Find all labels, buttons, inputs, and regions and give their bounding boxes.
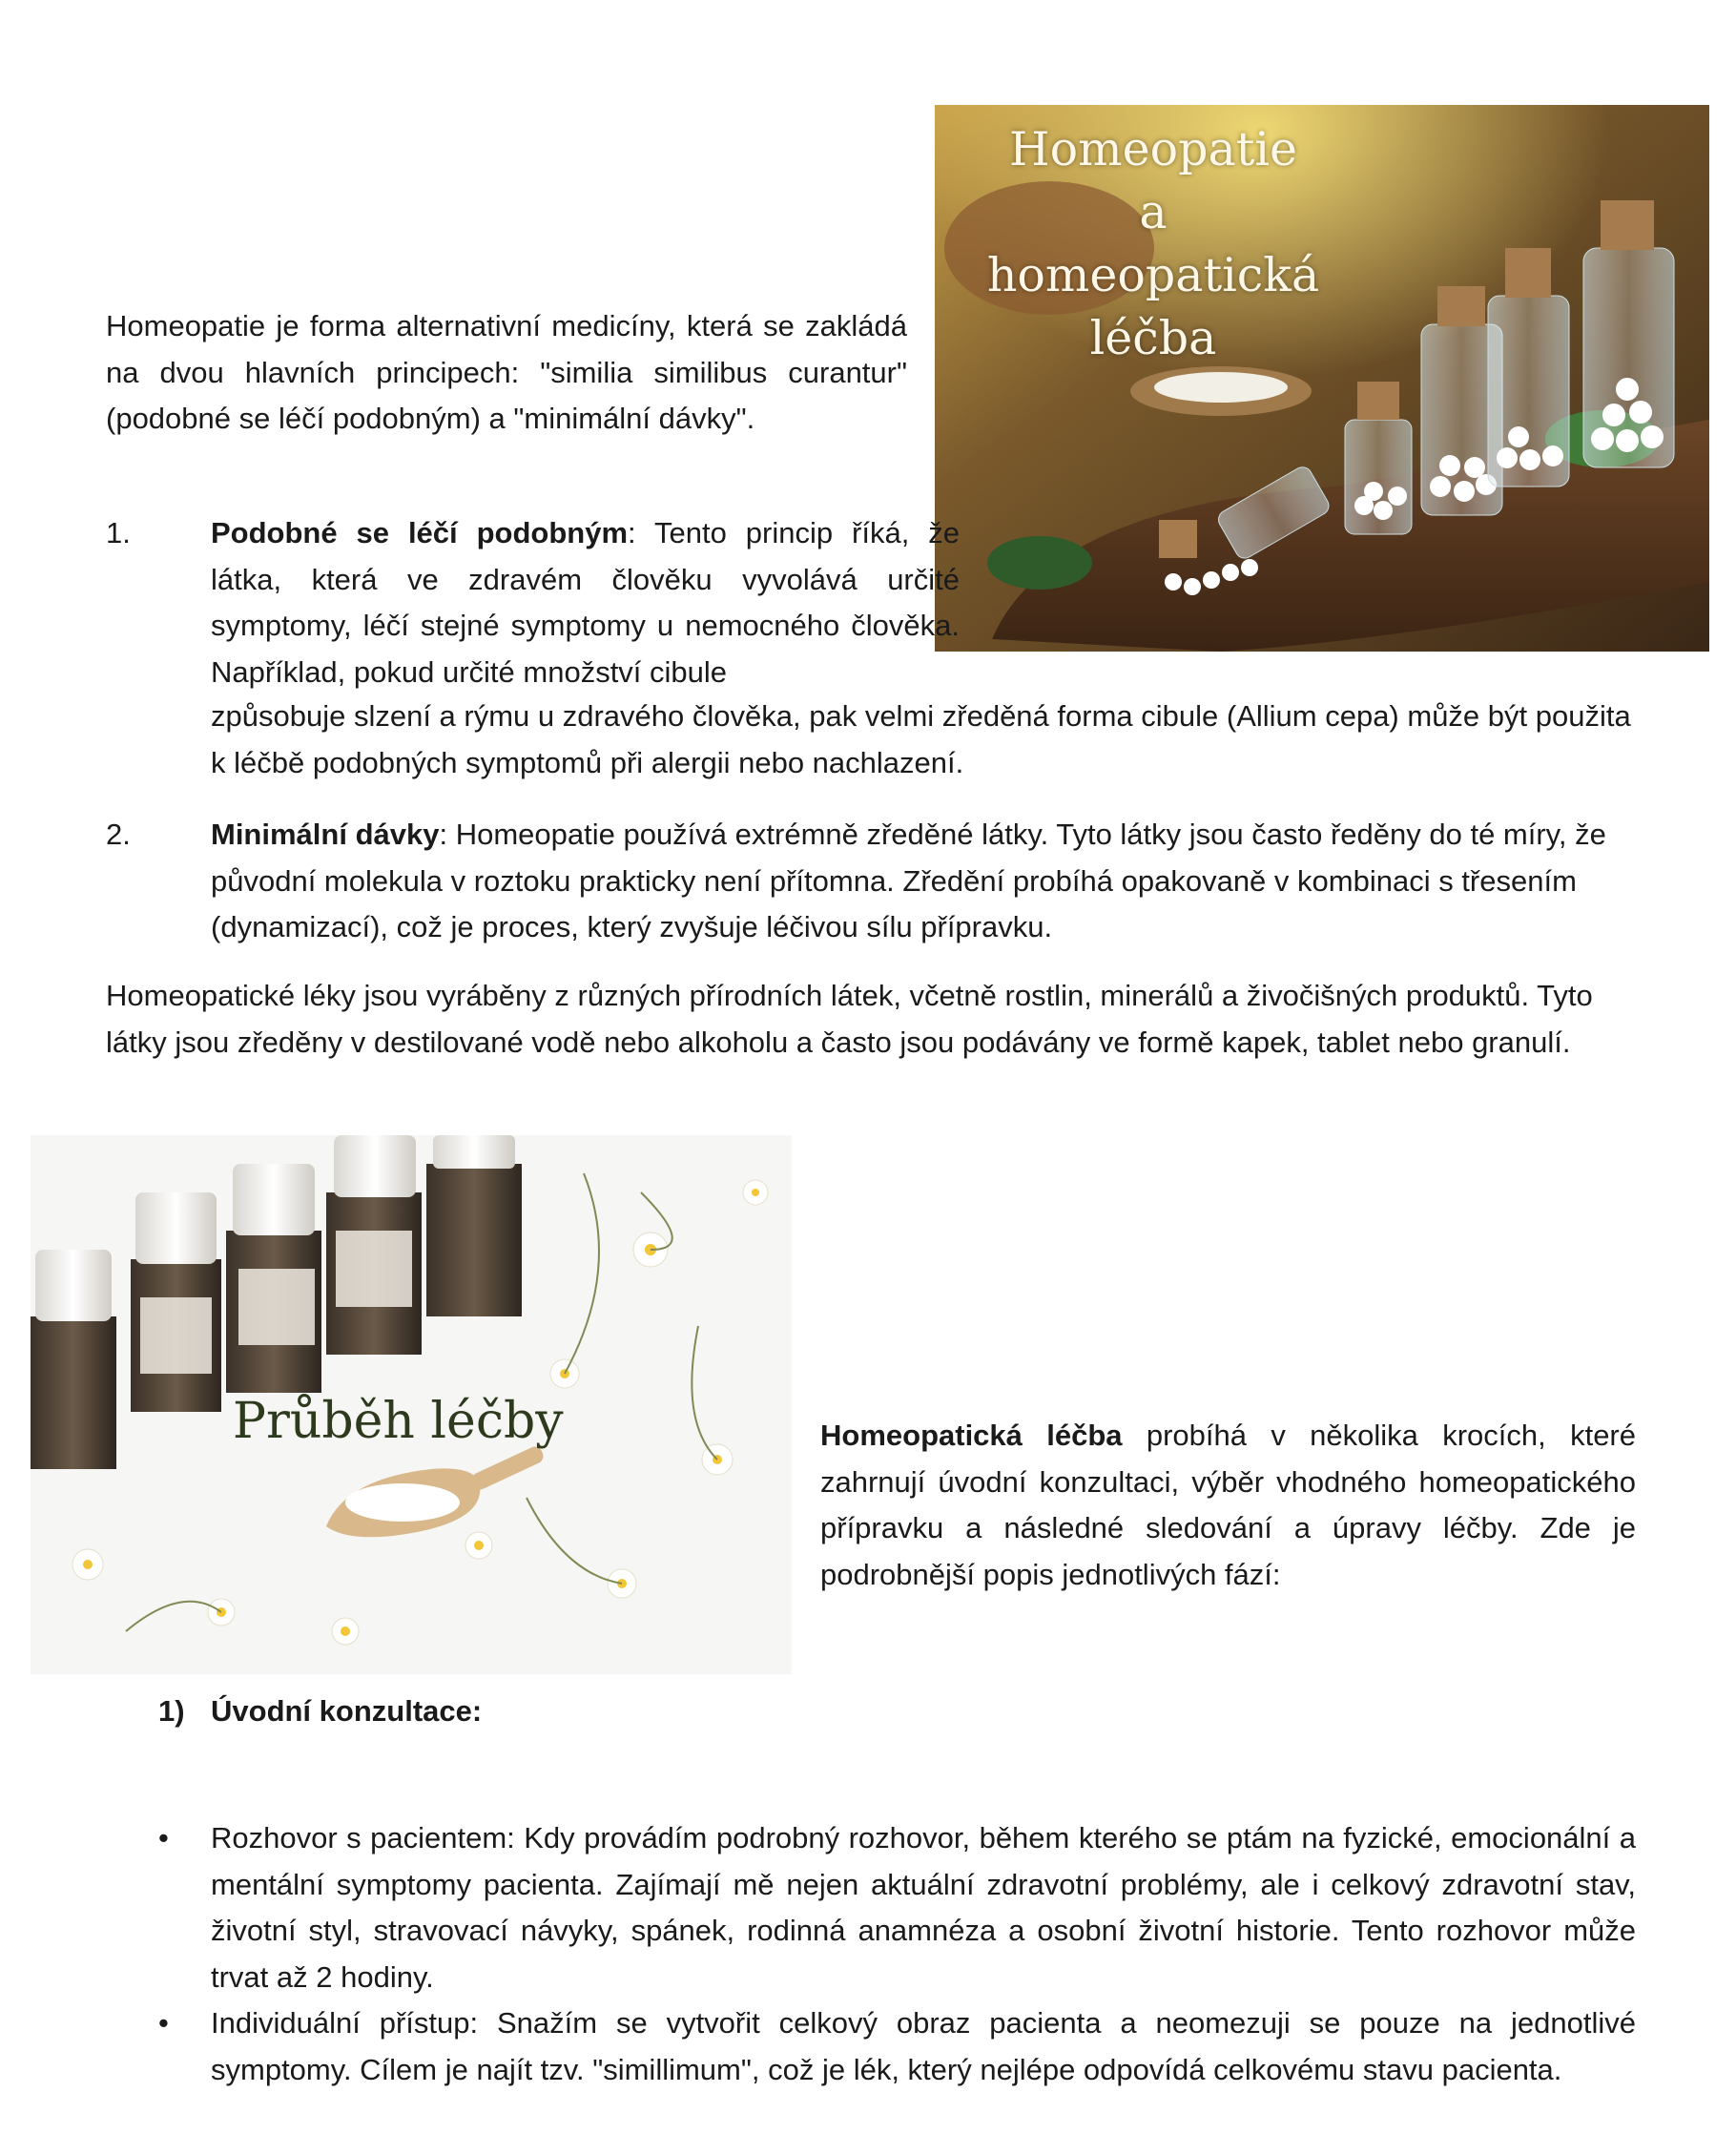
hero-title bbox=[935, 118, 1372, 370]
course-image-title: Průběh léčby bbox=[233, 1393, 564, 1450]
principle-title: Minimální dávky bbox=[211, 818, 440, 851]
principle-text: : Tento princip říká, že látka, která ve zdravém člověku vyvolává určité symptomy, léčí stejné symptomy u nemocného člověka. Například, pokud určité množství cibule bbox=[211, 516, 960, 689]
list-item bbox=[158, 2000, 1636, 2093]
principle-title: Podobné se léčí podobným bbox=[211, 516, 629, 549]
consultation-heading bbox=[158, 1689, 482, 1735]
list-item-text: Rozhovor s pacientem: Kdy provádím podrobný rozhovor, během kterého se ptám na fyzické, emocionální a mentální symptomy pacienta. Zajímají mě nejen aktuální zdravotní problémy, ale i celkový zdravotní stav, životní styl, stravovací návyky, spánek, rodinná anamnéza a osobní životní historie. Tento rozhovor může trvat až 2 hodiny. bbox=[211, 1821, 1636, 1994]
principle-2 bbox=[106, 812, 1688, 951]
list-item bbox=[158, 1815, 1636, 2000]
hero-title-line: Homeopatie bbox=[1008, 122, 1298, 176]
principle-number: 2. bbox=[106, 818, 131, 851]
course-image bbox=[31, 1135, 792, 1674]
treatment-paragraph bbox=[820, 1413, 1636, 1598]
consultation-title: Úvodní konzultace: bbox=[211, 1694, 483, 1728]
treatment-text: probíhá v několika krocích, které zahrnují úvodní konzultaci, výběr vhodného homeopatického přípravku a následné sledování a úpravy léčby. Zde je podrobnější popis jednotlivých fází: bbox=[820, 1419, 1636, 1591]
consultation-number: 1) bbox=[158, 1694, 185, 1728]
intro-paragraph: Homeopatie je forma alternativní medicíny, která se zakládá na dvou hlavních principech: "similia similibus curantur" (podobné se léčí podobným) a "minimální dávky". bbox=[106, 309, 907, 435]
bullet-icon: • bbox=[158, 1821, 169, 1854]
list-item-text: Individuální přístup: Snažím se vytvořit celkový obraz pacienta a neomezuji se pouze na jednotlivé symptomy. Cílem je najít tzv. "simillimum", což je lék, který nejlépe odpovídá celkovému stavu pacienta. bbox=[211, 2006, 1636, 2086]
products-paragraph: Homeopatické léky jsou vyráběny z různých přírodních látek, včetně rostlin, minerálů a živočišných produktů. Tyto látky jsou zředěny v destilované vodě nebo alkoholu a často jsou podávány ve formě kapek, tablet nebo granulí. bbox=[106, 979, 1593, 1059]
hero-image bbox=[935, 105, 1709, 652]
bullet-icon: • bbox=[158, 2006, 169, 2040]
principle-number: 1. bbox=[106, 516, 131, 549]
principle-1-continuation: způsobuje slzení a rýmu u zdravého člověka, pak velmi zředěná forma cibule (Allium cepa) může být použita k léčbě podobných symptomů při alergii nebo nachlazení. bbox=[211, 699, 1631, 779]
hero-title-line: a bbox=[1139, 185, 1168, 239]
hero-title-line: léčba bbox=[1089, 311, 1217, 365]
consultation-bullet-list bbox=[158, 1815, 1636, 2093]
principle-text: : Homeopatie používá extrémně zředěné látky. Tyto látky jsou často ředěny do té míry, že původní molekula v roztoku prakticky není přítomna. Zředění probíhá opakovaně v kombinaci s třesením (dynamizací), což je proces, který zvyšuje léčivou sílu přípravku. bbox=[211, 818, 1606, 943]
principle-1 bbox=[106, 510, 960, 695]
treatment-title: Homeopatická léčba bbox=[820, 1419, 1123, 1452]
hero-title-line: homeopatická bbox=[986, 248, 1320, 302]
